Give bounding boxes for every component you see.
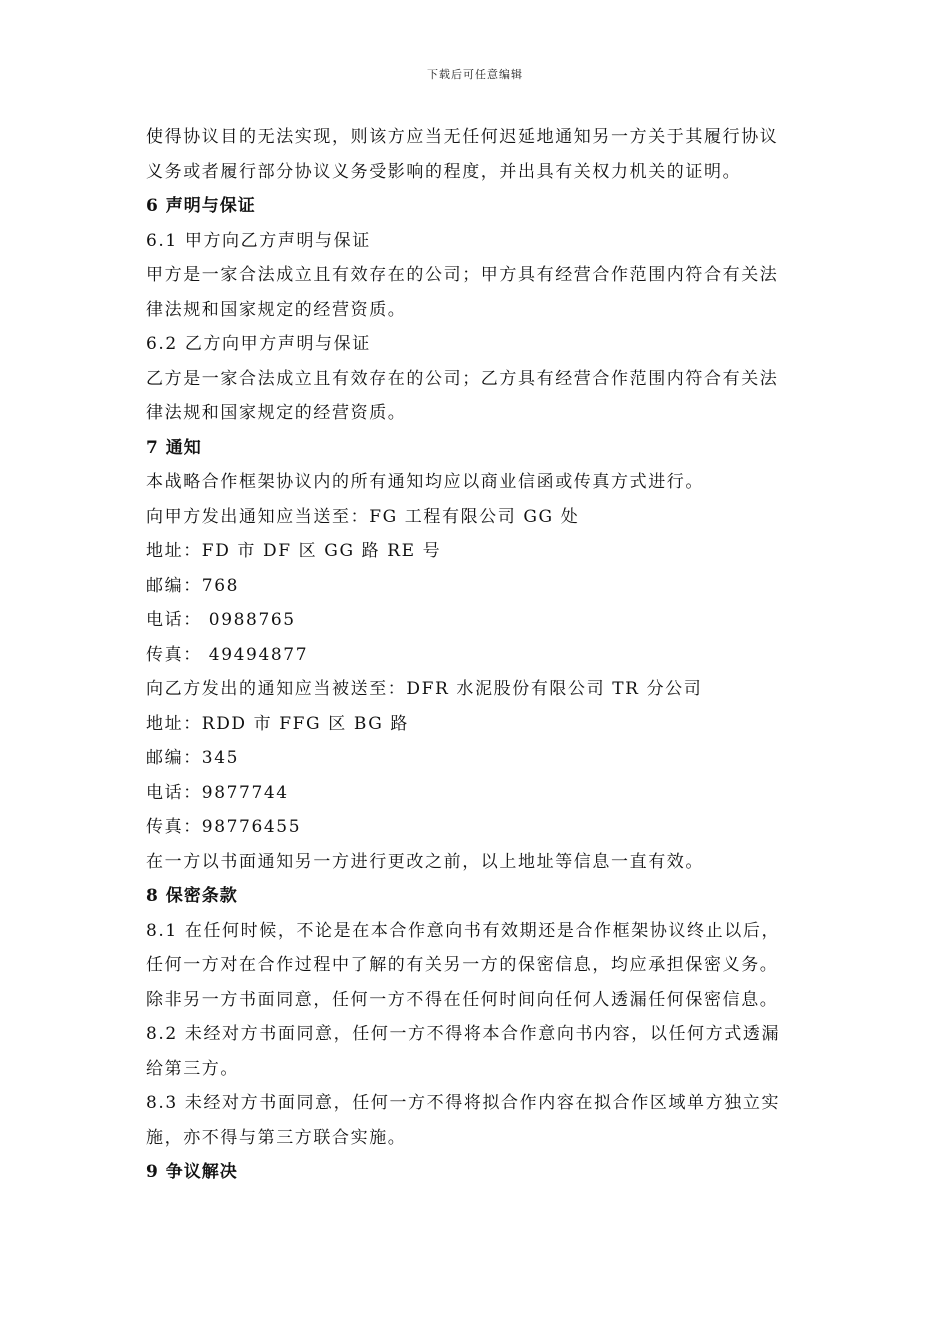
paragraph-line: 8.2 未经对方书面同意，任何一方不得将本合作意向书内容，以任何方式透漏: [146, 1024, 781, 1044]
party-b-fax: 传真：98776455: [146, 817, 302, 837]
subsection-title: 6.1 甲方向乙方声明与保证: [146, 230, 371, 251]
paragraph-line: 使得协议目的无法实现，则该方应当无任何迟延地通知另一方关于其履行协议: [146, 127, 779, 147]
party-a-recipient: 向甲方发出通知应当送至：FG 工程有限公司 GG 处: [146, 506, 580, 527]
paragraph-line: 义务或者履行部分协议义务受影响的程度，并出具有关权力机关的证明。: [146, 161, 742, 182]
party-b-recipient: 向乙方发出的通知应当被送至：DFR 水泥股份有限公司 TR 分公司: [146, 679, 703, 699]
paragraph-line: 8.3 未经对方书面同意，任何一方不得将拟合作内容在拟合作区域单方独立实: [146, 1093, 781, 1113]
paragraph-line: 律法规和国家规定的经营资质。: [146, 299, 407, 320]
paragraph-line: 任何一方对在合作过程中了解的有关另一方的保密信息，均应承担保密义务。: [146, 955, 779, 975]
paragraph-line: 乙方是一家合法成立且有效存在的公司；乙方具有经营合作范围内符合有关法: [146, 368, 779, 389]
paragraph-line: 甲方是一家合法成立且有效存在的公司；甲方具有经营合作范围内符合有关法: [146, 265, 779, 285]
paragraph-line: 在一方以书面通知另一方进行更改之前，以上地址等信息一直有效。: [146, 851, 704, 872]
party-b-address: 地址：RDD 市 FFG 区 BG 路: [146, 713, 410, 734]
paragraph-line: 本战略合作框架协议内的所有通知均应以商业信函或传真方式进行。: [146, 472, 704, 492]
paragraph-line: 施，亦不得与第三方联合实施。: [146, 1127, 407, 1148]
section-heading-dispute-resolution: 9 争议解决: [146, 1162, 238, 1182]
paragraph-line: 律法规和国家规定的经营资质。: [146, 403, 407, 423]
section-heading-notice: 7 通知: [146, 437, 202, 458]
paragraph-line: 除非另一方书面同意，任何一方不得在任何时间向任何人透漏任何保密信息。: [146, 989, 779, 1010]
paragraph-line: 给第三方。: [146, 1058, 239, 1079]
paragraph-line: 8.1 在任何时候，不论是在本合作意向书有效期还是合作框架协议终止以后，: [146, 920, 781, 941]
party-b-phone: 电话：9877744: [146, 782, 289, 803]
party-b-postcode: 邮编：345: [146, 748, 240, 768]
page-header-note: 下载后可任意编辑: [427, 68, 523, 81]
party-a-fax: 传真： 49494877: [146, 644, 309, 665]
document-body: [146, 120, 810, 1190]
party-a-phone: 电话： 0988765: [146, 610, 296, 630]
section-heading-declarations: 6 声明与保证: [146, 196, 256, 216]
subsection-title: 6.2 乙方向甲方声明与保证: [146, 334, 371, 354]
party-a-address: 地址：FD 市 DF 区 GG 路 RE 号: [146, 541, 442, 561]
party-a-postcode: 邮编：768: [146, 575, 240, 596]
section-heading-confidentiality: 8 保密条款: [146, 886, 238, 906]
